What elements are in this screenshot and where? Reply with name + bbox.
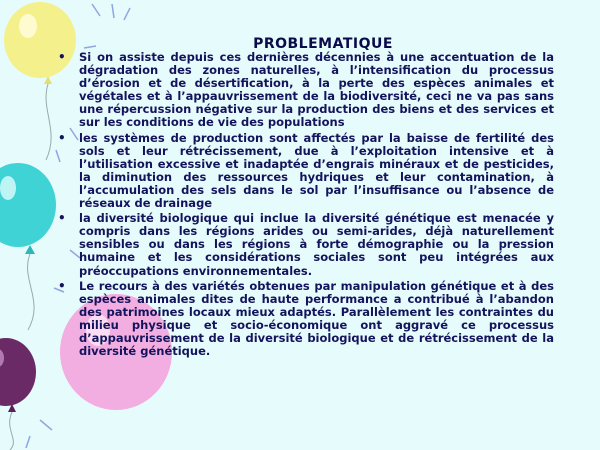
bullet-icon: • [58,278,66,293]
list-item [54,132,554,211]
cyan-balloon [0,163,56,330]
list-item [54,51,554,130]
bullet-icon: • [58,211,66,226]
bullet-icon: • [58,130,66,145]
purple-balloon [0,338,36,450]
list-item-text: Si on assiste depuis ces dernières décennies à une accentuation de la dégradation des zones naturelles, à l’intensification du processus d’érosion et de désertification, à la perte des espèces animales et végétales et à l’appauvrissement de la biodiversité, ceci ne va pas sans une répercussion négative sur la production des biens et des services et sur les conditions de vie des populations [79,50,554,130]
list-item [54,280,554,359]
bullet-icon: • [58,50,66,64]
bullet-list [54,51,554,360]
page-title: PROBLEMATIQUE [253,36,393,52]
list-item-text: les systèmes de production sont affectés par la baisse de fertilité des sols et leur rétrécissement, due à l’exploitation intensive et à l’utilisation excessive et inadaptée d’engrais minéraux et de pesticides, la diminution des ressources hydriques et leur contamination, à l’accumulation des sels dans le sol par l’insuffisance ou l’absence de réseaux de drainage [79,130,554,211]
list-item-text: Le recours à des variétés obtenues par manipulation génétique et à des espèces animales dites de haute performance a contribué à l’abandon des patrimoines locaux mieux adaptés. Parallèlement les contraintes du milieu physique et socio-économique ont aggravé ce processus d’appauvrissement de la diversité biologique et de rétrécissement de la diversité génétique. [79,278,554,359]
list-item [54,212,554,277]
list-item-text: la diversité biologique qui inclue la diversité génétique est menacée y compris dans les régions arides ou semi-arides, déjà naturellement sensibles ou dans les régions à forte démographie ou la pression humaine et les considérations sociales sont peu intégrées aux préoccupations environnementales. [79,211,554,278]
